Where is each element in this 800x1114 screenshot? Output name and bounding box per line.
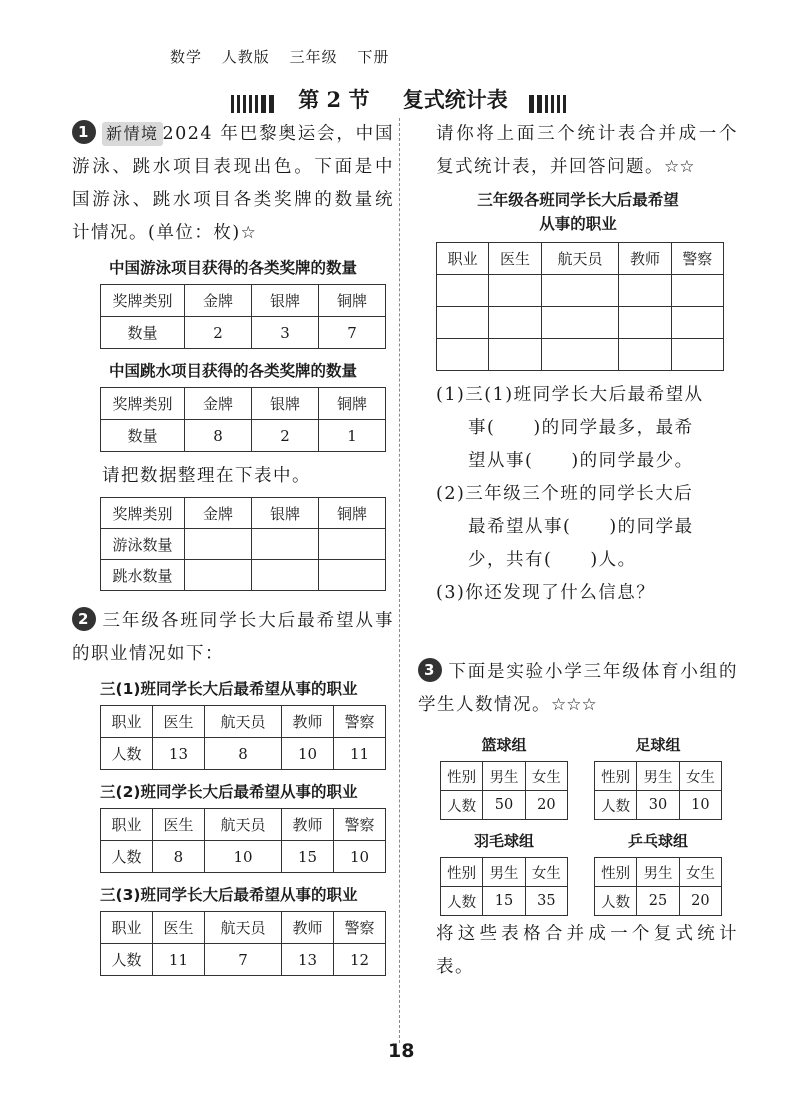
group-title: 足球组 bbox=[635, 736, 681, 754]
group-title: 篮球组 bbox=[481, 736, 527, 754]
q1-number: 1 bbox=[72, 120, 96, 144]
group-table bbox=[594, 857, 722, 916]
row-label-cell: 人数 bbox=[101, 841, 153, 873]
blank-cell[interactable] bbox=[619, 275, 671, 307]
blank-cell[interactable] bbox=[671, 275, 723, 307]
value-cell: 8 bbox=[185, 420, 252, 452]
blank-cell[interactable] bbox=[489, 275, 541, 307]
row-label-cell: 游泳数量 bbox=[101, 529, 185, 560]
header-cell: 航天员 bbox=[204, 912, 281, 944]
header-cell: 性别 bbox=[441, 762, 483, 791]
value-cell: 2 bbox=[252, 420, 319, 452]
row-label-cell: 人数 bbox=[595, 791, 637, 820]
blank-cell[interactable] bbox=[541, 339, 619, 371]
header-cell: 性别 bbox=[595, 762, 637, 791]
value-cell: 13 bbox=[282, 944, 334, 976]
q1-table2-title: 中国跳水项目获得的各类奖牌的数量 bbox=[108, 362, 357, 380]
value-cell: 11 bbox=[334, 738, 386, 770]
q3-difficulty-stars: ☆☆☆ bbox=[551, 695, 597, 715]
blank-cell[interactable] bbox=[541, 275, 619, 307]
header-cell: 铜牌 bbox=[319, 388, 386, 420]
header-cell: 性别 bbox=[595, 858, 637, 887]
group-title: 乒乓球组 bbox=[627, 832, 688, 850]
right-column bbox=[418, 118, 738, 984]
q2-continue-text bbox=[418, 118, 738, 184]
value-cell: 20 bbox=[525, 791, 567, 820]
group-title: 羽毛球组 bbox=[473, 832, 534, 850]
q2-table3-title: 三(3)班同学长大后最希望从事的职业 bbox=[100, 886, 358, 904]
group-table bbox=[440, 761, 568, 820]
value-cell: 3 bbox=[252, 317, 319, 349]
row-label-cell: 人数 bbox=[441, 791, 483, 820]
header-cell: 男生 bbox=[637, 762, 679, 791]
sub-question-2b: 最希望从事( )的同学最 bbox=[468, 517, 694, 537]
combined-medal-table bbox=[100, 497, 386, 591]
value-cell: 15 bbox=[483, 887, 525, 916]
header-cell: 教师 bbox=[282, 706, 334, 738]
header-cell: 航天员 bbox=[204, 706, 281, 738]
header-cell: 职业 bbox=[101, 912, 153, 944]
value-cell: 25 bbox=[637, 887, 679, 916]
table-tennis-group-table bbox=[594, 830, 722, 916]
q1-difficulty-stars: ☆ bbox=[240, 223, 256, 243]
left-column bbox=[72, 118, 394, 976]
header-cell: 铜牌 bbox=[319, 285, 386, 317]
value-cell: 12 bbox=[334, 944, 386, 976]
decor-bars-right bbox=[529, 89, 569, 114]
section-number: 第 2 节 bbox=[298, 87, 370, 112]
sub-question-1c: 望从事( )的同学最少。 bbox=[468, 451, 694, 471]
q2-difficulty-stars: ☆☆ bbox=[664, 157, 695, 177]
row-label-cell: 人数 bbox=[101, 738, 153, 770]
header-cell: 奖牌类别 bbox=[101, 285, 185, 317]
q1-instruction: 请把数据整理在下表中。 bbox=[102, 466, 311, 486]
row-label-cell: 人数 bbox=[101, 944, 153, 976]
value-cell: 13 bbox=[152, 738, 204, 770]
q2-prompt bbox=[72, 605, 394, 671]
header-cell: 警察 bbox=[671, 243, 723, 275]
q2-text: 三年级各班同学长大后最希望从事的职业情况如下： bbox=[72, 611, 394, 664]
section-name: 复式统计表 bbox=[402, 87, 508, 112]
value-cell: 10 bbox=[334, 841, 386, 873]
blank-cell[interactable] bbox=[437, 275, 489, 307]
header-cell: 航天员 bbox=[204, 809, 281, 841]
header-cell: 医生 bbox=[152, 706, 204, 738]
header-cell: 铜牌 bbox=[319, 498, 386, 529]
header-cell: 女生 bbox=[525, 762, 567, 791]
header-cell: 医生 bbox=[489, 243, 541, 275]
blank-cell[interactable] bbox=[185, 529, 252, 560]
q3-instruction: 将这些表格合并成一个复式统计表。 bbox=[436, 924, 738, 977]
group-table bbox=[594, 761, 722, 820]
section-title bbox=[0, 84, 800, 114]
header-cell: 女生 bbox=[679, 858, 721, 887]
header-grade: 三年级 bbox=[289, 48, 338, 66]
blank-cell[interactable] bbox=[319, 560, 386, 591]
row-label-cell: 数量 bbox=[101, 420, 185, 452]
row-label-cell: 人数 bbox=[595, 887, 637, 916]
header-cell: 女生 bbox=[679, 762, 721, 791]
header-cell: 职业 bbox=[101, 809, 153, 841]
sub-question-1b: 事( )的同学最多，最希 bbox=[468, 418, 694, 438]
header-cell: 金牌 bbox=[185, 388, 252, 420]
combined-career-title-2: 从事的职业 bbox=[539, 215, 617, 233]
value-cell: 1 bbox=[319, 420, 386, 452]
column-divider bbox=[399, 118, 400, 1043]
blank-cell[interactable] bbox=[671, 307, 723, 339]
value-cell: 8 bbox=[152, 841, 204, 873]
value-cell: 20 bbox=[679, 887, 721, 916]
q2-table2-title: 三(2)班同学长大后最希望从事的职业 bbox=[100, 783, 358, 801]
blank-cell[interactable] bbox=[252, 560, 319, 591]
q2-continue-body: 请你将上面三个统计表合并成一个复式统计表，并回答问题。 bbox=[436, 124, 738, 177]
header-cell: 警察 bbox=[334, 809, 386, 841]
row-label-cell: 跳水数量 bbox=[101, 560, 185, 591]
decor-bars-left bbox=[231, 89, 277, 114]
blank-cell[interactable] bbox=[541, 307, 619, 339]
blank-cell[interactable] bbox=[671, 339, 723, 371]
value-cell: 30 bbox=[637, 791, 679, 820]
sub-question-2a: (2)三年级三个班的同学长大后 bbox=[436, 484, 694, 504]
header-cell: 职业 bbox=[101, 706, 153, 738]
row-label-cell: 人数 bbox=[441, 887, 483, 916]
swimming-medal-table bbox=[100, 284, 386, 349]
q1-table1-title: 中国游泳项目获得的各类奖牌的数量 bbox=[108, 259, 357, 277]
value-cell: 10 bbox=[204, 841, 281, 873]
header-cell: 教师 bbox=[282, 809, 334, 841]
q3-group-tables bbox=[418, 728, 738, 918]
header-cell: 女生 bbox=[525, 858, 567, 887]
group-table bbox=[440, 857, 568, 916]
blank-cell[interactable] bbox=[185, 560, 252, 591]
blank-cell[interactable] bbox=[252, 529, 319, 560]
value-cell: 7 bbox=[319, 317, 386, 349]
sub-question-2c: 少，共有( )人。 bbox=[468, 550, 637, 570]
header-volume: 下册 bbox=[357, 48, 390, 66]
value-cell: 2 bbox=[185, 317, 252, 349]
q1-prompt bbox=[72, 118, 394, 250]
value-cell: 8 bbox=[204, 738, 281, 770]
header-cell: 奖牌类别 bbox=[101, 498, 185, 529]
sub-question-3: (3)你还发现了什么信息？ bbox=[436, 583, 656, 603]
value-cell: 7 bbox=[204, 944, 281, 976]
header-cell: 银牌 bbox=[252, 388, 319, 420]
class2-career-table bbox=[100, 808, 386, 873]
header-cell: 教师 bbox=[282, 912, 334, 944]
q1-text: 2024 年巴黎奥运会，中国游泳、跳水项目表现出色。下面是中国游泳、跳水项目各类奖牌的数量统计情况。(单位：枚) bbox=[72, 124, 394, 243]
blank-cell[interactable] bbox=[489, 339, 541, 371]
header-cell: 警察 bbox=[334, 912, 386, 944]
header-cell: 银牌 bbox=[252, 498, 319, 529]
header-cell: 医生 bbox=[152, 809, 204, 841]
header-cell: 金牌 bbox=[185, 498, 252, 529]
header-cell: 奖牌类别 bbox=[101, 388, 185, 420]
badminton-group-table bbox=[440, 830, 568, 916]
blank-cell[interactable] bbox=[619, 339, 671, 371]
football-group-table bbox=[594, 734, 722, 820]
combined-career-title-1: 三年级各班同学长大后最希望 bbox=[477, 191, 679, 209]
header-cell: 银牌 bbox=[252, 285, 319, 317]
value-cell: 10 bbox=[282, 738, 334, 770]
combined-career-table bbox=[436, 242, 724, 371]
row-label-cell: 数量 bbox=[101, 317, 185, 349]
q2-table1-title: 三(1)班同学长大后最希望从事的职业 bbox=[100, 680, 358, 698]
value-cell: 15 bbox=[282, 841, 334, 873]
blank-cell[interactable] bbox=[437, 307, 489, 339]
page-number: 18 bbox=[388, 1040, 415, 1062]
book-header bbox=[170, 46, 403, 67]
header-cell: 男生 bbox=[637, 858, 679, 887]
blank-cell[interactable] bbox=[319, 529, 386, 560]
sub-question-1a: (1)三(1)班同学长大后最希望从 bbox=[436, 385, 704, 405]
blank-cell[interactable] bbox=[437, 339, 489, 371]
q2-number: 2 bbox=[72, 607, 96, 631]
q3-text: 下面是实验小学三年级体育小组的学生人数情况。 bbox=[418, 662, 738, 715]
header-cell: 金牌 bbox=[185, 285, 252, 317]
class3-career-table bbox=[100, 911, 386, 976]
q2-sub-questions bbox=[418, 379, 738, 610]
header-edition: 人教版 bbox=[221, 48, 270, 66]
new-context-tag: 新情境 bbox=[102, 122, 163, 146]
q3-prompt bbox=[418, 656, 738, 722]
diving-medal-table bbox=[100, 387, 386, 452]
header-cell: 教师 bbox=[619, 243, 671, 275]
header-cell: 警察 bbox=[334, 706, 386, 738]
value-cell: 35 bbox=[525, 887, 567, 916]
header-cell: 航天员 bbox=[541, 243, 619, 275]
q3-number: 3 bbox=[418, 658, 442, 682]
value-cell: 10 bbox=[679, 791, 721, 820]
header-cell: 男生 bbox=[483, 762, 525, 791]
basketball-group-table bbox=[440, 734, 568, 820]
header-cell: 职业 bbox=[437, 243, 489, 275]
class1-career-table bbox=[100, 705, 386, 770]
value-cell: 50 bbox=[483, 791, 525, 820]
header-subject: 数学 bbox=[170, 48, 203, 66]
header-cell: 医生 bbox=[152, 912, 204, 944]
header-cell: 性别 bbox=[441, 858, 483, 887]
header-cell: 男生 bbox=[483, 858, 525, 887]
blank-cell[interactable] bbox=[489, 307, 541, 339]
blank-cell[interactable] bbox=[619, 307, 671, 339]
value-cell: 11 bbox=[152, 944, 204, 976]
